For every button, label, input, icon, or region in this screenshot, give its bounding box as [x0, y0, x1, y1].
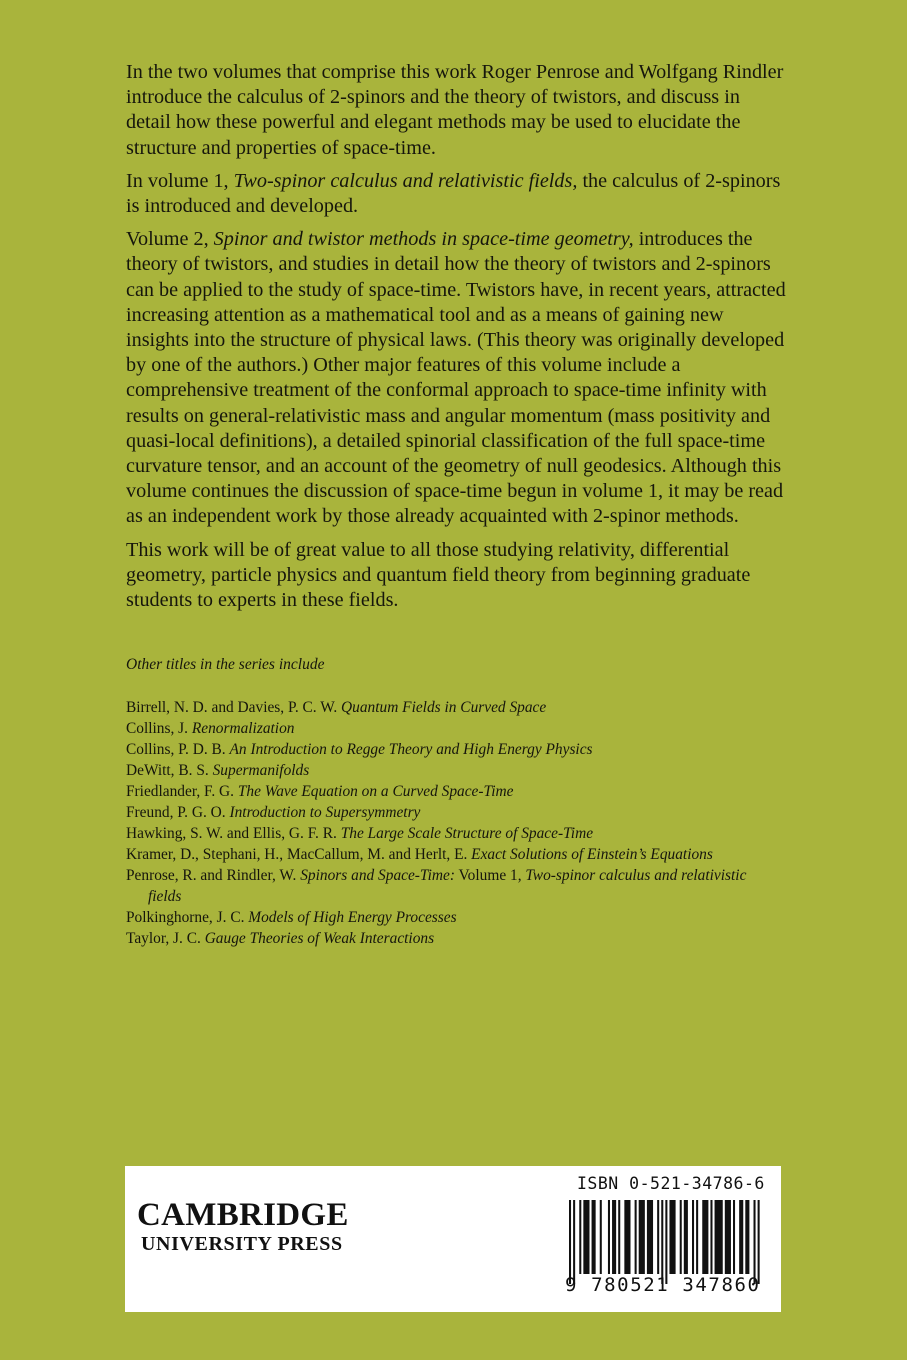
paragraph: In the two volumes that comprise this work Roger Penrose and Wolfgang Rindler introduce the calculus of 2-spinors and the theory of twistors, and discuss in detail how these powerful and elegant methods may be used to elucidate the structure and properties of space-time. — [126, 61, 784, 159]
barcode-bar — [579, 1200, 581, 1274]
barcode-bar — [669, 1200, 675, 1274]
barcode-bar — [715, 1200, 723, 1274]
series-item: Freund, P. G. O. Introduction to Supersymmetry — [126, 804, 421, 821]
series-item: DeWitt, B. S. Supermanifolds — [126, 762, 310, 779]
barcode-bar — [635, 1200, 637, 1274]
barcode-bar — [608, 1200, 610, 1274]
barcode-bar — [739, 1200, 743, 1274]
barcode-bar — [624, 1200, 630, 1274]
barcode-bar — [647, 1200, 653, 1274]
barcode-bar — [592, 1200, 596, 1274]
series-item: Hawking, S. W. and Ellis, G. F. R. The Large Scale Structure of Space-Time — [126, 825, 594, 842]
publisher-logo: CAMBRIDGE — [137, 1197, 349, 1233]
series-list — [126, 697, 766, 949]
barcode-bar — [702, 1200, 708, 1274]
isbn-label: ISBN 0-521-34786-6 — [577, 1174, 765, 1193]
barcode-bar — [612, 1200, 616, 1274]
barcode-bar — [618, 1200, 620, 1274]
barcode-bar — [661, 1200, 663, 1284]
barcode-bar — [692, 1200, 694, 1274]
barcode-bar — [745, 1200, 749, 1274]
barcode-bar — [710, 1200, 712, 1274]
paragraph: Volume 2, Spinor and twistor methods in space-time geometry, introduces the theory of twistors, and studies in detail how the theory of twistors and 2-spinors can be applied to the study of space-time. Twistors have, in recent years, attracted increasing attention as a mathematical tool and as a means of gaining new insights into the structure of physical laws. (This theory was originally developed by one of the authors.) Other major features of this volume include a comprehensive treatment of the conformal approach to space-time infinity with results on general-relativistic mass and angular momentum (mass positivity and quasi-local definitions), a detailed spinorial classification of the full space-time curvature tensor, and an account of the geometry of null geodesics. Although this volume continues the discussion of space-time begun in volume 1, it may be read as an independent work by those already acquainted with 2-spinor methods. — [126, 228, 786, 528]
barcode-bar — [684, 1200, 688, 1274]
barcode-bar — [733, 1200, 735, 1274]
barcode-bar — [569, 1200, 571, 1284]
paragraph: This work will be of great value to all those studying relativity, differential geometry, particle physics and quantum field theory from beginning graduate students to experts in these fields. — [126, 538, 751, 612]
series-item: Friedlander, F. G. The Wave Equation on a Curved Space-Time — [126, 783, 514, 800]
series-item: Collins, J. Renormalization — [126, 720, 295, 737]
publisher-barcode-panel — [125, 1166, 781, 1312]
series-item: Polkinghorne, J. C. Models of High Energy Processes — [126, 909, 457, 926]
description-text — [126, 60, 786, 621]
barcode-bar — [600, 1200, 602, 1274]
barcode-bar — [725, 1200, 731, 1274]
ean-number: 9 780521 347860 — [565, 1274, 761, 1296]
barcode-bar — [754, 1200, 756, 1284]
barcode-bar — [573, 1200, 575, 1284]
barcode-bar — [696, 1200, 698, 1274]
series-item: Kramer, D., Stephani, H., MacCallum, M. and Herlt, E. Exact Solutions of Einstein’s Equations — [126, 846, 713, 863]
series-item: Birrell, N. D. and Davies, P. C. W. Quantum Fields in Curved Space — [126, 699, 547, 716]
series-item: Penrose, R. and Rindler, W. Spinors and Space-Time: Volume 1, Two-spinor calculus and relativistic fields — [126, 867, 747, 905]
barcode-bar — [583, 1200, 589, 1274]
paragraph: In volume 1, Two-spinor calculus and relativistic fields, the calculus of 2-spinors is introduced and developed. — [126, 169, 781, 218]
series-heading: Other titles in the series include — [126, 656, 325, 673]
series-item: Taylor, J. C. Gauge Theories of Weak Interactions — [126, 930, 435, 947]
barcode — [567, 1200, 779, 1284]
barcode-bar — [639, 1200, 645, 1274]
barcode-bar — [657, 1200, 659, 1274]
series-item: Collins, P. D. B. An Introduction to Regge Theory and High Energy Physics — [126, 741, 593, 758]
barcode-bar — [758, 1200, 760, 1284]
publisher-logo-subtitle: UNIVERSITY PRESS — [141, 1233, 343, 1255]
barcode-bar — [665, 1200, 667, 1284]
barcode-bar — [680, 1200, 682, 1274]
